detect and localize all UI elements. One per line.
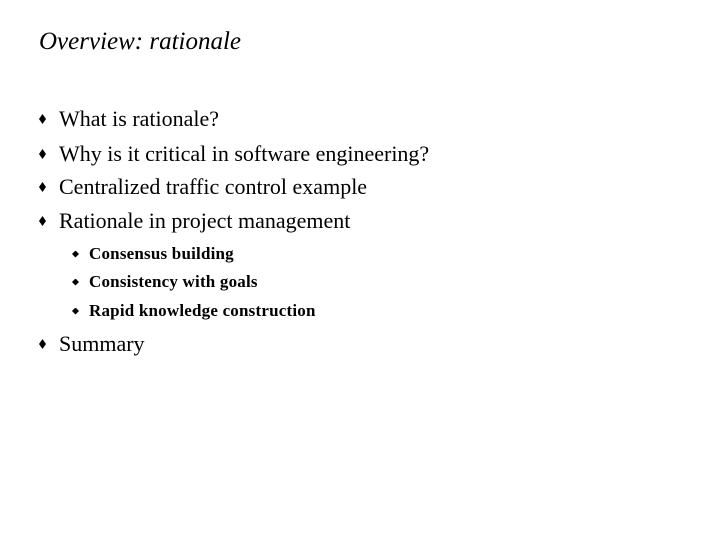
- bullet-text: Why is it critical in software engineering?: [59, 141, 430, 166]
- bullet-text: Centralized traffic control example: [59, 174, 368, 199]
- diamond-bullet-icon: [39, 339, 59, 349]
- sub-bullet-text: Rapid knowledge construction: [89, 301, 316, 320]
- diamond-bullet-icon: [39, 114, 59, 124]
- diamond-bullet-icon: [39, 216, 59, 226]
- bullet-item: [39, 139, 429, 169]
- sub-bullet-text: Consensus building: [89, 244, 234, 263]
- bullet-text: Rationale in project management: [59, 208, 351, 233]
- sub-bullet-text: Consistency with goals: [89, 272, 258, 291]
- bullet-item: [39, 206, 350, 236]
- sub-bullet-item: [71, 299, 316, 323]
- small-diamond-bullet-icon: [71, 251, 89, 258]
- bullet-item: [39, 104, 219, 134]
- sub-bullet-item: [71, 270, 258, 294]
- bullet-item: [39, 329, 145, 359]
- diamond-bullet-icon: [39, 182, 59, 192]
- bullet-text: Summary: [59, 331, 145, 356]
- bullet-text: What is rationale?: [59, 106, 220, 131]
- small-diamond-bullet-icon: [71, 308, 89, 315]
- diamond-bullet-icon: [39, 149, 59, 159]
- sub-bullet-item: [71, 242, 234, 266]
- slide-title: Overview: rationale: [39, 28, 242, 55]
- small-diamond-bullet-icon: [71, 279, 89, 286]
- bullet-item: [39, 172, 367, 202]
